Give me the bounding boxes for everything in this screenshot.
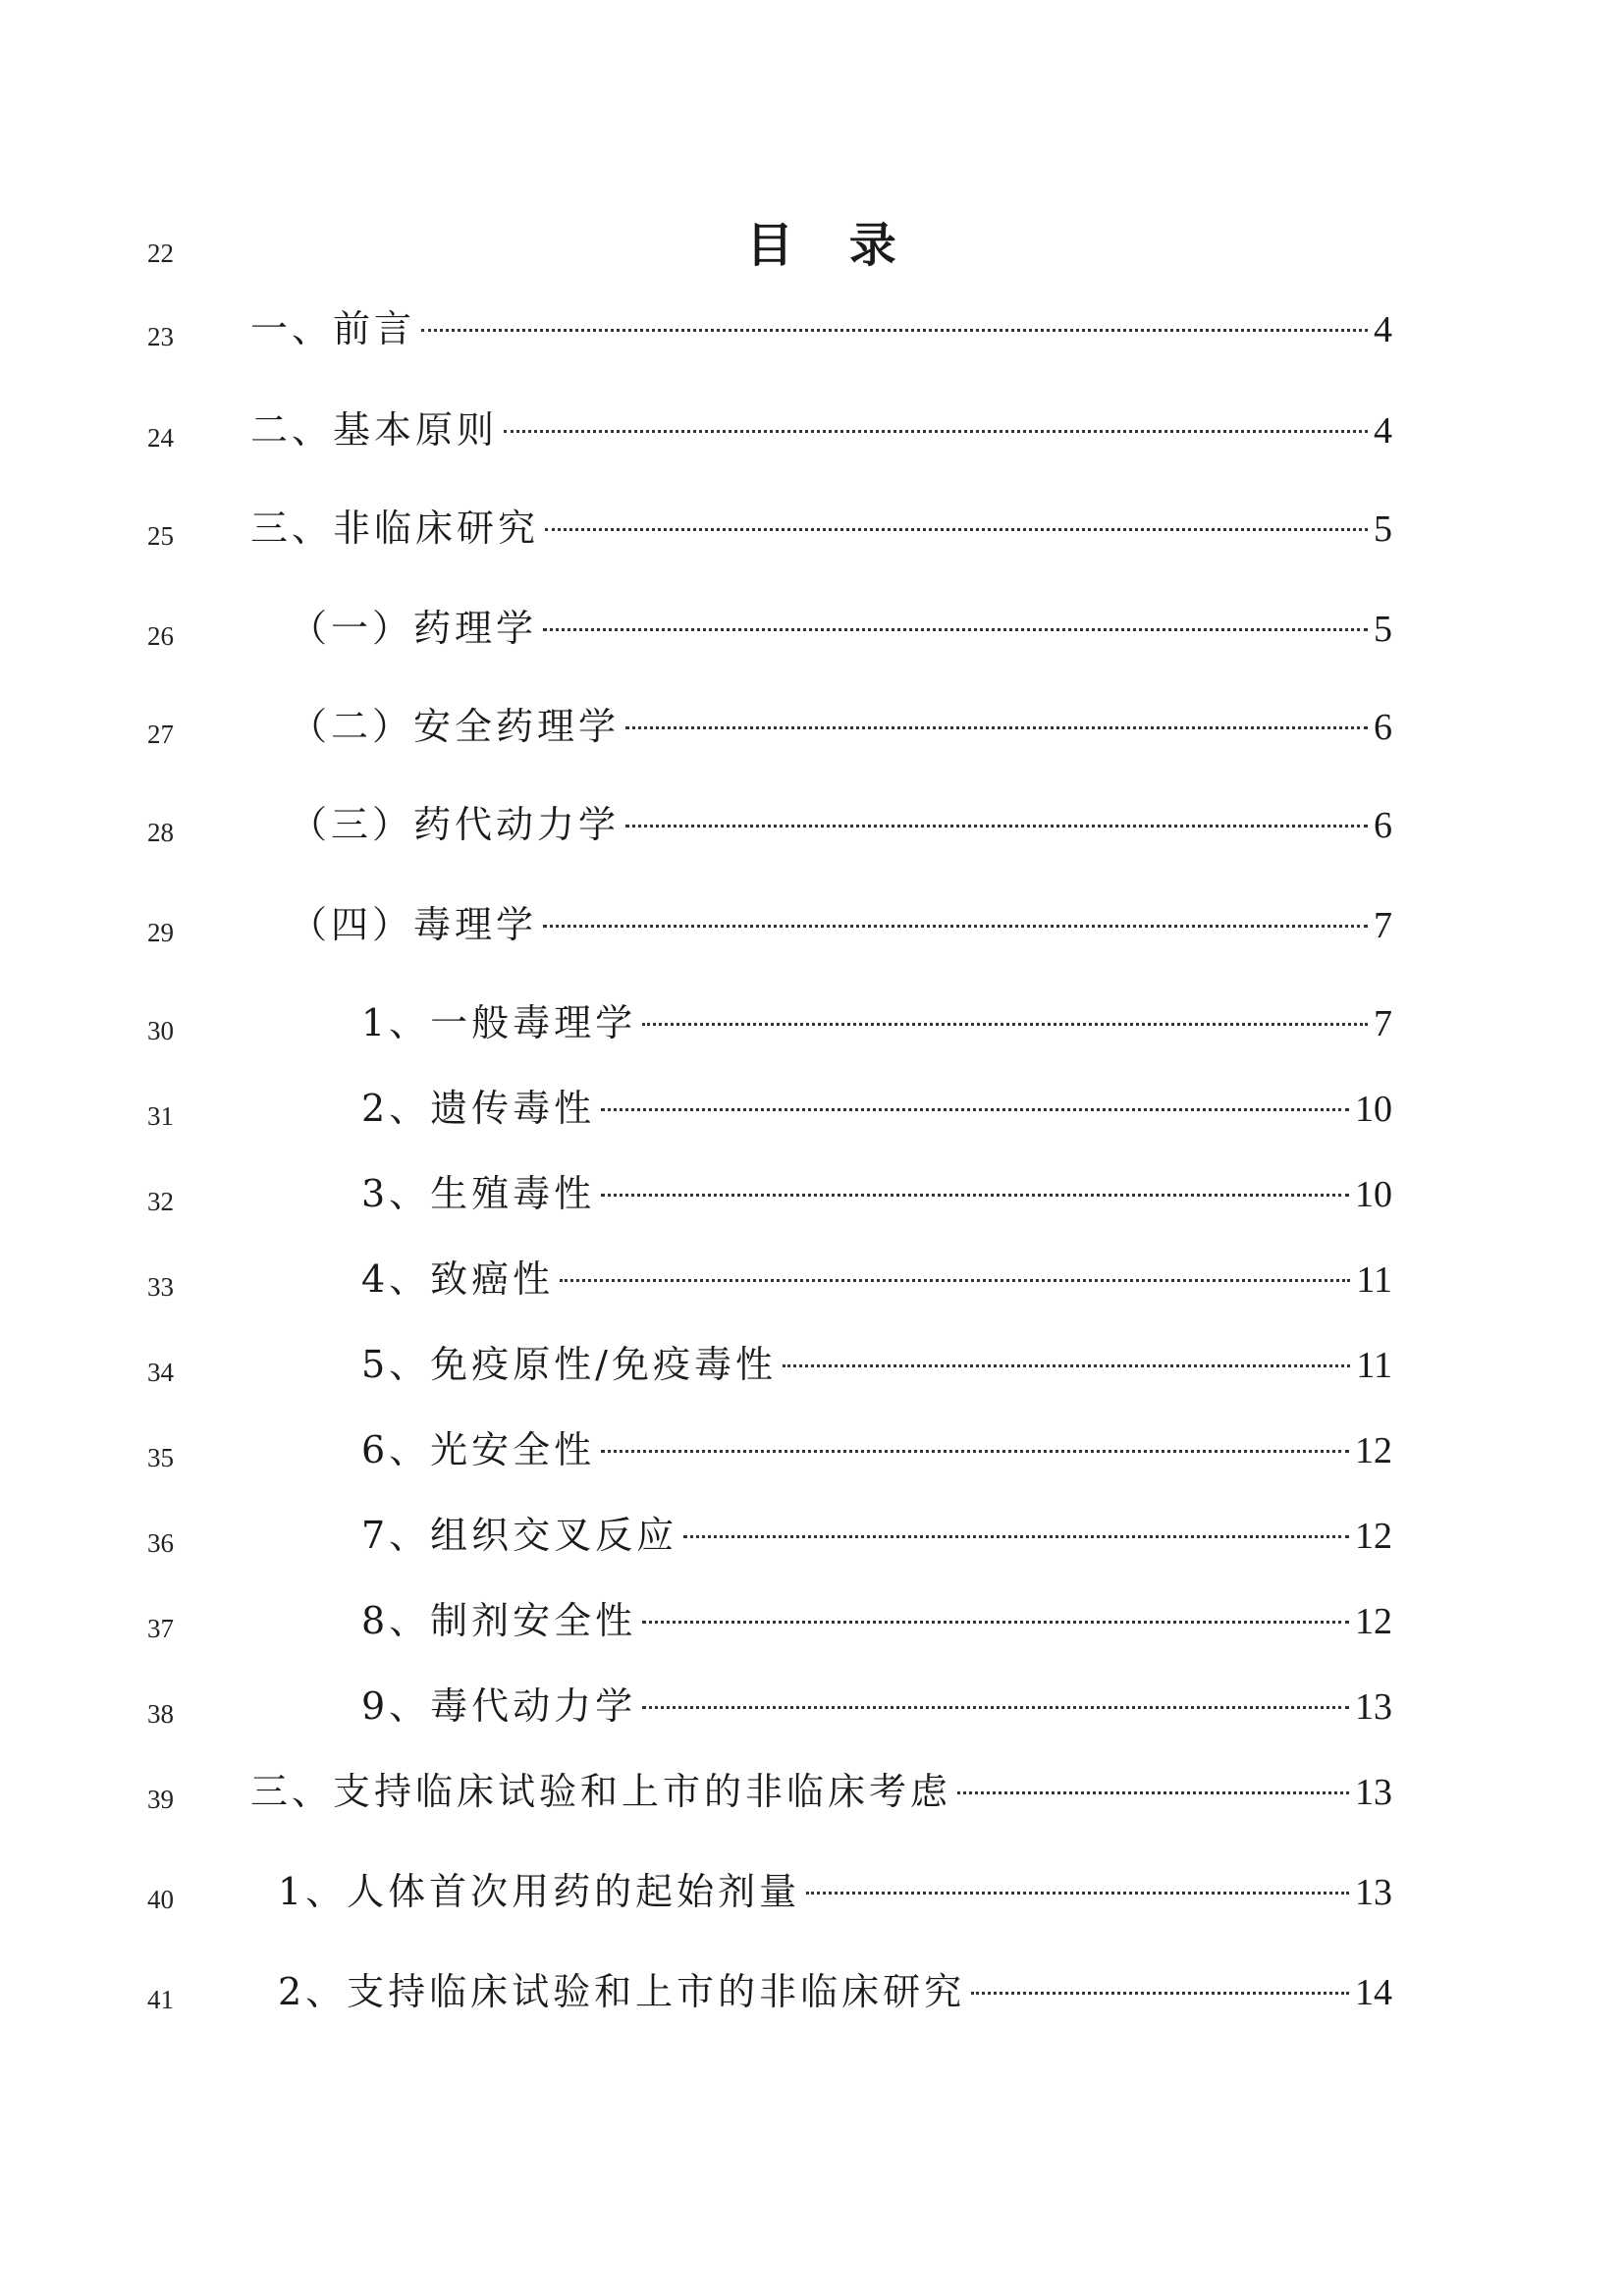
- toc-line: [0, 299, 1624, 358]
- toc-entry-page: 7: [1374, 905, 1392, 946]
- toc-entry[interactable]: [361, 1677, 1392, 1736]
- toc-entry[interactable]: [361, 1335, 1392, 1395]
- line-number: 32: [147, 1187, 174, 1216]
- line-number: 24: [147, 423, 174, 453]
- toc-entry-label: 三、非临床研究: [250, 507, 540, 550]
- toc-line: [0, 1335, 1624, 1394]
- leader-dots: [601, 1194, 1349, 1197]
- toc-entry[interactable]: [361, 1591, 1392, 1651]
- toc-line: [0, 1164, 1624, 1223]
- toc-entry-label: （一）药理学: [290, 607, 538, 650]
- toc-entry-label: 8、制剂安全性: [361, 1599, 637, 1642]
- toc-entry-page: 12: [1355, 1601, 1392, 1642]
- toc-line: [0, 993, 1624, 1052]
- toc-entry[interactable]: [290, 795, 1392, 855]
- line-number: 38: [147, 1699, 174, 1729]
- line-number: 31: [147, 1101, 174, 1131]
- toc-entry-label: 2、支持临床试验和上市的非临床研究: [278, 1970, 966, 2013]
- leader-dots: [642, 1023, 1368, 1026]
- toc-entry[interactable]: [361, 1164, 1392, 1224]
- line-number: 28: [147, 818, 174, 847]
- toc-entry[interactable]: [278, 1962, 1392, 2022]
- line-number: 34: [147, 1358, 174, 1387]
- leader-dots: [683, 1535, 1349, 1538]
- toc-entry-label: 3、生殖毒性: [361, 1172, 596, 1215]
- line-number: 41: [147, 1985, 174, 2014]
- toc-entry-label: 1、一般毒理学: [361, 1001, 637, 1044]
- toc-entry-label: 7、组织交叉反应: [361, 1514, 678, 1557]
- toc-line: [0, 795, 1624, 854]
- toc-entry-page: 5: [1374, 508, 1392, 550]
- toc-entry[interactable]: [361, 993, 1392, 1053]
- toc-line: [0, 1591, 1624, 1650]
- leader-dots: [625, 726, 1368, 729]
- toc-entry[interactable]: [278, 1862, 1392, 1922]
- toc-entry[interactable]: [361, 1079, 1392, 1139]
- toc-entry-page: 7: [1374, 1003, 1392, 1044]
- leader-dots: [543, 925, 1368, 928]
- toc-line: [0, 1250, 1624, 1308]
- toc-entry-label: （三）药代动力学: [290, 803, 621, 846]
- toc-entry-page: 6: [1374, 707, 1392, 748]
- line-number: 33: [147, 1272, 174, 1302]
- toc-entry-label: 三、支持临床试验和上市的非临床考虑: [250, 1770, 952, 1813]
- line-number: 39: [147, 1785, 174, 1814]
- page-title: 目 录: [746, 218, 916, 273]
- line-number: 22: [147, 239, 174, 268]
- toc-entry-label: 4、致癌性: [361, 1257, 555, 1301]
- toc-entry-page: 10: [1355, 1089, 1392, 1130]
- toc-entry[interactable]: [290, 599, 1392, 659]
- line-number: 30: [147, 1016, 174, 1045]
- line-number: 29: [147, 918, 174, 947]
- toc-entry-page: 4: [1374, 309, 1392, 350]
- leader-dots: [625, 825, 1368, 828]
- toc-entry[interactable]: [361, 1250, 1392, 1309]
- toc-title-line: [0, 216, 1624, 275]
- toc-line: [0, 1079, 1624, 1138]
- leader-dots: [806, 1892, 1349, 1895]
- toc-entry-page: 11: [1356, 1345, 1392, 1386]
- toc-entry-label: 二、基本原则: [250, 408, 499, 452]
- toc-entry-label: （四）毒理学: [290, 903, 538, 946]
- toc-entry[interactable]: [290, 895, 1392, 955]
- toc-entry[interactable]: [361, 1506, 1392, 1566]
- toc-line: [0, 1506, 1624, 1565]
- toc-entry-label: 2、遗传毒性: [361, 1087, 596, 1130]
- toc-entry[interactable]: [250, 1762, 1392, 1822]
- toc-entry-label: 1、人体首次用药的起始剂量: [278, 1870, 801, 1913]
- leader-dots: [543, 628, 1368, 631]
- line-number: 37: [147, 1614, 174, 1643]
- toc-entry-page: 5: [1374, 609, 1392, 650]
- leader-dots: [601, 1108, 1349, 1111]
- toc-entry-page: 13: [1355, 1686, 1392, 1728]
- leader-dots: [971, 1992, 1349, 1995]
- toc-line: [0, 697, 1624, 756]
- toc-entry-page: 12: [1355, 1430, 1392, 1471]
- toc-entry-page: 14: [1355, 1972, 1392, 2013]
- leader-dots: [601, 1450, 1349, 1453]
- line-number: 26: [147, 621, 174, 651]
- toc-line: [0, 1862, 1624, 1921]
- toc-entry[interactable]: [250, 400, 1392, 460]
- toc-line: [0, 499, 1624, 558]
- toc-entry-label: 9、毒代动力学: [361, 1684, 637, 1728]
- toc-entry-label: 5、免疫原性/免疫毒性: [361, 1343, 777, 1386]
- line-number: 25: [147, 521, 174, 551]
- toc-entry-page: 12: [1355, 1516, 1392, 1557]
- toc-entry-label: 6、光安全性: [361, 1428, 596, 1471]
- toc-line: [0, 400, 1624, 459]
- line-number: 40: [147, 1885, 174, 1914]
- toc-entry-label: 一、前言: [250, 307, 416, 350]
- leader-dots: [642, 1706, 1349, 1709]
- toc-line: [0, 1962, 1624, 2021]
- leader-dots: [642, 1621, 1349, 1624]
- toc-entry[interactable]: [250, 299, 1392, 359]
- toc-entry-label: （二）安全药理学: [290, 705, 621, 748]
- toc-entry-page: 13: [1355, 1772, 1392, 1813]
- toc-line: [0, 599, 1624, 658]
- leader-dots: [560, 1279, 1350, 1282]
- toc-entry-page: 13: [1355, 1872, 1392, 1913]
- toc-entry-page: 11: [1356, 1259, 1392, 1301]
- leader-dots: [421, 329, 1368, 332]
- leader-dots: [504, 430, 1368, 433]
- toc-line: [0, 1762, 1624, 1821]
- toc-line: [0, 1677, 1624, 1735]
- leader-dots: [957, 1791, 1349, 1794]
- leader-dots: [545, 528, 1368, 531]
- toc-entry[interactable]: [361, 1420, 1392, 1480]
- leader-dots: [783, 1364, 1350, 1367]
- toc-entry-page: 6: [1374, 805, 1392, 846]
- toc-entry[interactable]: [290, 697, 1392, 757]
- toc-line: [0, 1420, 1624, 1479]
- line-number: 27: [147, 720, 174, 749]
- toc-entry[interactable]: [250, 499, 1392, 559]
- toc-entry-page: 10: [1355, 1174, 1392, 1215]
- line-number: 23: [147, 322, 174, 351]
- toc-line: [0, 895, 1624, 954]
- line-number: 36: [147, 1528, 174, 1558]
- toc-entry-page: 4: [1374, 410, 1392, 452]
- line-number: 35: [147, 1443, 174, 1472]
